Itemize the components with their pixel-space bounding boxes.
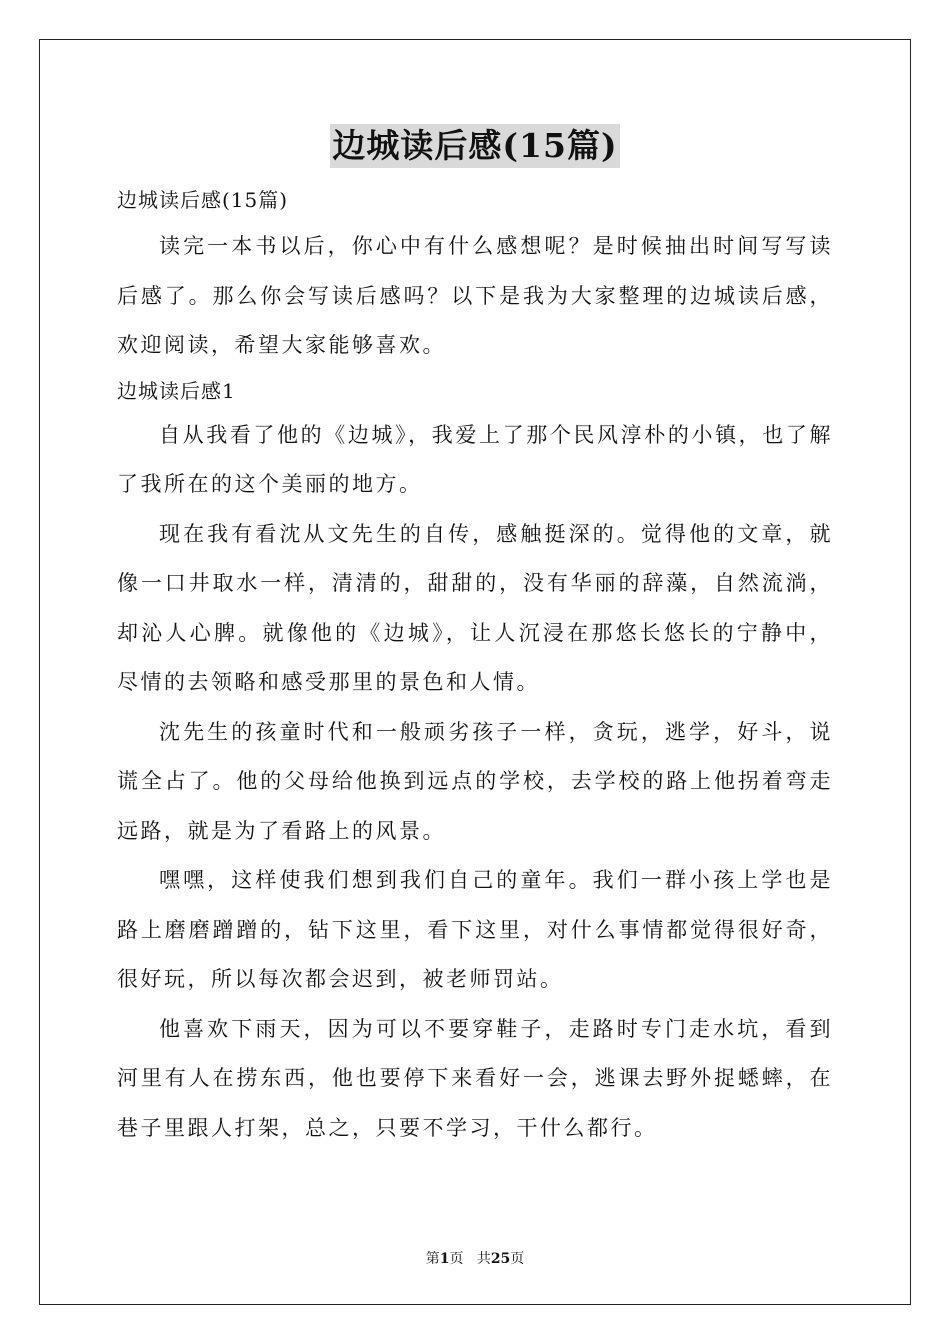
total-pages: 25 xyxy=(490,1251,511,1267)
total-suffix: 页 xyxy=(510,1251,525,1267)
document-subtitle: 边城读后感(15篇) xyxy=(117,188,289,212)
document-body xyxy=(117,180,833,1153)
body-paragraph-4: 嘿嘿，这样使我们想到我们自己的童年。我们一群小孩上学也是路上磨磨蹭蹭的，钻下这里，看下这里，对什么事情都觉得很好奇，很好玩，所以每次都会迟到，被老师罚站。 xyxy=(117,868,833,991)
intro-paragraph: 读完一本书以后，你心中有什么感想呢？是时候抽出时间写写读后感了。那么你会写读后感吗？以下是我为大家整理的边城读后感，欢迎阅读，希望大家能够喜欢。 xyxy=(117,234,833,357)
document-title: 边城读后感(15篇) xyxy=(330,124,619,168)
body-paragraph-5: 他喜欢下雨天，因为可以不要穿鞋子，走路时专门走水坑，看到河里有人在捞东西，他也要停下来看好一会，逃课去野外捉蟋蟀，在巷子里跟人打架，总之，只要不学习，干什么都行。 xyxy=(117,1016,833,1140)
body-paragraph-1: 自从我看了他的《边城》，我爱上了那个民风淳朴的小镇，也了解了我所在的这个美丽的地方。 xyxy=(117,422,833,496)
body-paragraph-3: 沈先生的孩童时代和一般顽劣孩子一样，贪玩，逃学，好斗，说谎全占了。他的父母给他换到远点的学校，去学校的路上他拐着弯走远路，就是为了看路上的风景。 xyxy=(117,719,833,843)
body-paragraph-2: 现在我有看沈从文先生的自传，感触挺深的。觉得他的文章，就像一口井取水一样，清清的，甜甜的，没有华丽的辞藻，自然流淌，却沁人心脾。就像他的《边城》，让人沉浸在那悠长悠长的宁静中，尽情的去领略和感受那里的景色和人情。 xyxy=(117,521,833,694)
page-prefix: 第 xyxy=(425,1251,440,1267)
page-footer xyxy=(0,1248,950,1268)
section-heading: 边城读后感1 xyxy=(117,378,236,403)
page-number: 1 xyxy=(439,1251,450,1267)
total-prefix: 共 xyxy=(476,1251,491,1267)
page-suffix: 页 xyxy=(449,1251,464,1267)
title-wrap xyxy=(0,124,950,168)
